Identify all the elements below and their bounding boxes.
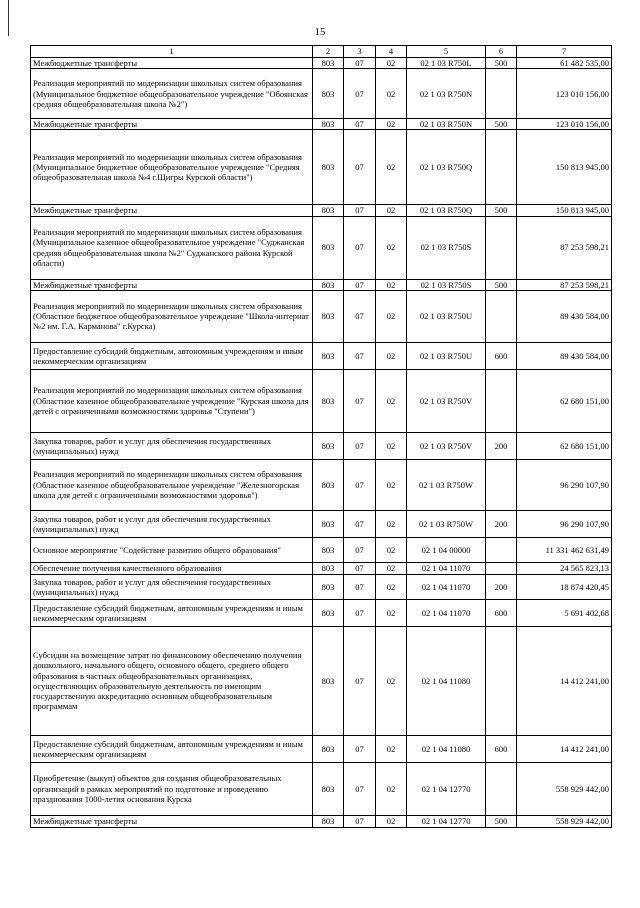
row-description: Реализация мероприятий по модернизации школьных систем образования (Муниципальное бюджетное общеобразовательное учреждение "Обоянская средняя общеобразовательная школа №2") [31, 69, 313, 119]
subsection-code: 02 [376, 762, 407, 815]
section-code: 07 [344, 130, 376, 205]
row-description: Основное мероприятие "Содействие развитию общего образования" [31, 537, 313, 562]
amount-value: 150 813 945,00 [517, 205, 612, 216]
subsection-code: 02 [376, 459, 407, 510]
ministry-code: 803 [313, 58, 344, 69]
budget-table [30, 45, 612, 828]
row-description: Закупка товаров, работ и услуг для обеспечения государственных (муниципальных) нужд [31, 432, 313, 459]
expense-type-code [486, 69, 517, 119]
ministry-code: 803 [313, 369, 344, 432]
amount-value: 89 430 584,00 [517, 342, 612, 369]
row-description: Межбюджетные трансферты [31, 205, 313, 216]
table-row [31, 130, 612, 205]
amount-value: 123 010 156,00 [517, 69, 612, 119]
subsection-code: 02 [376, 342, 407, 369]
subsection-code: 02 [376, 815, 407, 827]
subsection-code: 02 [376, 58, 407, 69]
row-description: Межбюджетные трансферты [31, 279, 313, 290]
target-article-code: 02 1 03 R750Q [407, 130, 486, 205]
subsection-code: 02 [376, 119, 407, 130]
expense-type-code [486, 290, 517, 342]
expense-type-code: 600 [486, 735, 517, 762]
ministry-code: 803 [313, 205, 344, 216]
expense-type-code: 600 [486, 342, 517, 369]
target-article-code: 02 1 04 11070 [407, 599, 486, 626]
table-row [31, 537, 612, 562]
row-description: Реализация мероприятий по модернизации школьных систем образования (Областное бюджетное общеобразовательное учреждение "Школа-интернат №2 им. Г.А. Карманова" г.Курска) [31, 290, 313, 342]
amount-value: 96 290 107,90 [517, 510, 612, 537]
section-code: 07 [344, 432, 376, 459]
ministry-code: 803 [313, 599, 344, 626]
expense-type-code: 500 [486, 205, 517, 216]
subsection-code: 02 [376, 290, 407, 342]
amount-value: 87 253 598,21 [517, 279, 612, 290]
subsection-code: 02 [376, 432, 407, 459]
table-row [31, 735, 612, 762]
section-code: 07 [344, 205, 376, 216]
amount-value: 150 813 945,00 [517, 130, 612, 205]
table-row [31, 626, 612, 735]
section-code: 07 [344, 279, 376, 290]
target-article-code: 02 1 04 11080 [407, 735, 486, 762]
section-code: 07 [344, 459, 376, 510]
expense-type-code: 500 [486, 119, 517, 130]
subsection-code: 02 [376, 562, 407, 574]
subsection-code: 02 [376, 735, 407, 762]
subsection-code: 02 [376, 537, 407, 562]
section-code: 07 [344, 815, 376, 827]
target-article-code: 02 1 04 12770 [407, 815, 486, 827]
amount-value: 14 412 241,00 [517, 626, 612, 735]
amount-value: 558 929 442,00 [517, 815, 612, 827]
section-code: 07 [344, 537, 376, 562]
row-description: Предоставление субсидий бюджетным, автономным учреждениям и иным некоммерческим организациям [31, 735, 313, 762]
row-description: Закупка товаров, работ и услуг для обеспечения государственных (муниципальных) нужд [31, 574, 313, 599]
amount-value: 18 874 420,45 [517, 574, 612, 599]
ministry-code: 803 [313, 279, 344, 290]
target-article-code: 02 1 03 R750W [407, 459, 486, 510]
row-description: Предоставление субсидий бюджетным, автономным учреждениям и иным некоммерческим организациям [31, 342, 313, 369]
ministry-code: 803 [313, 510, 344, 537]
ministry-code: 803 [313, 119, 344, 130]
amount-value: 87 253 598,21 [517, 216, 612, 279]
table-row [31, 69, 612, 119]
target-article-code: 02 1 03 R750N [407, 69, 486, 119]
section-code: 07 [344, 626, 376, 735]
table-row [31, 216, 612, 279]
section-code: 07 [344, 216, 376, 279]
table-row [31, 119, 612, 130]
section-code: 07 [344, 119, 376, 130]
section-code: 07 [344, 510, 376, 537]
section-code: 07 [344, 599, 376, 626]
table-row [31, 459, 612, 510]
column-header: 6 [486, 46, 517, 58]
row-description: Закупка товаров, работ и услуг для обеспечения государственных (муниципальных) нужд [31, 510, 313, 537]
table-row [31, 205, 612, 216]
expense-type-code [486, 369, 517, 432]
row-description: Реализация мероприятий по модернизации школьных систем образования (Муниципальное казенное общеобразовательное учреждение "Суджанская средняя общеобразовательная школа №2" Суджанского района Курской области) [31, 216, 313, 279]
section-code: 07 [344, 562, 376, 574]
amount-value: 14 412 241,00 [517, 735, 612, 762]
ministry-code: 803 [313, 216, 344, 279]
page-number: 15 [314, 26, 326, 38]
column-header: 1 [31, 46, 313, 58]
subsection-code: 02 [376, 369, 407, 432]
table-row [31, 510, 612, 537]
target-article-code: 02 1 03 R750Q [407, 205, 486, 216]
expense-type-code: 500 [486, 58, 517, 69]
ministry-code: 803 [313, 562, 344, 574]
table-row [31, 290, 612, 342]
header-row [31, 46, 612, 58]
target-article-code: 02 1 03 R750V [407, 369, 486, 432]
target-article-code: 02 1 04 11070 [407, 562, 486, 574]
subsection-code: 02 [376, 574, 407, 599]
row-description: Обеспечение получения качественного образования [31, 562, 313, 574]
ministry-code: 803 [313, 815, 344, 827]
row-description: Субсидии на возмещение затрат по финансовому обеспечению получения дошкольного, начального общего, основного общего, среднего общего образования в частных общеобразовательных организациях, осуществляющих образовательную деятельность по имеющим государственную аккредитацию основным общеобразовательным программам [31, 626, 313, 735]
expense-type-code [486, 626, 517, 735]
subsection-code: 02 [376, 216, 407, 279]
row-description: Предоставление субсидий бюджетным, автономным учреждениям и иным некоммерческим организациям [31, 599, 313, 626]
section-code: 07 [344, 574, 376, 599]
amount-value: 24 565 823,13 [517, 562, 612, 574]
expense-type-code: 200 [486, 574, 517, 599]
section-code: 07 [344, 735, 376, 762]
subsection-code: 02 [376, 279, 407, 290]
column-header: 2 [313, 46, 344, 58]
ministry-code: 803 [313, 290, 344, 342]
amount-value: 558 929 442,00 [517, 762, 612, 815]
column-header: 7 [517, 46, 612, 58]
expense-type-code [486, 762, 517, 815]
ministry-code: 803 [313, 69, 344, 119]
table-row [31, 574, 612, 599]
ministry-code: 803 [313, 537, 344, 562]
target-article-code: 02 1 03 R750L [407, 58, 486, 69]
ministry-code: 803 [313, 130, 344, 205]
row-description: Реализация мероприятий по модернизации школьных систем образования (Муниципальное бюджетное общеобразовательное учреждение "Средняя общеобразовательная школа №4 г.Щигры Курской области") [31, 130, 313, 205]
table-row [31, 762, 612, 815]
amount-value: 61 482 535,00 [517, 58, 612, 69]
expense-type-code [486, 130, 517, 205]
table-row [31, 342, 612, 369]
column-header: 4 [376, 46, 407, 58]
expense-type-code [486, 216, 517, 279]
target-article-code: 02 1 04 12770 [407, 762, 486, 815]
ministry-code: 803 [313, 574, 344, 599]
target-article-code: 02 1 03 R750W [407, 510, 486, 537]
target-article-code: 02 1 04 00000 [407, 537, 486, 562]
table-row [31, 369, 612, 432]
section-code: 07 [344, 58, 376, 69]
target-article-code: 02 1 04 11070 [407, 574, 486, 599]
section-code: 07 [344, 369, 376, 432]
table-row [31, 562, 612, 574]
table-row [31, 279, 612, 290]
subsection-code: 02 [376, 626, 407, 735]
ministry-code: 803 [313, 432, 344, 459]
ministry-code: 803 [313, 762, 344, 815]
expense-type-code: 500 [486, 815, 517, 827]
target-article-code: 02 1 03 R750U [407, 342, 486, 369]
expense-type-code: 200 [486, 432, 517, 459]
row-description: Межбюджетные трансферты [31, 815, 313, 827]
row-description: Приобретение (выкуп) объектов для создания общеобразовательных организаций в рамках мероприятий по подготовке и проведению празднования 1000-летия основания Курска [31, 762, 313, 815]
section-code: 07 [344, 762, 376, 815]
column-header: 5 [407, 46, 486, 58]
expense-type-code: 600 [486, 599, 517, 626]
subsection-code: 02 [376, 130, 407, 205]
amount-value: 96 290 107,90 [517, 459, 612, 510]
target-article-code: 02 1 03 R750V [407, 432, 486, 459]
ministry-code: 803 [313, 459, 344, 510]
section-code: 07 [344, 69, 376, 119]
amount-value: 11 331 462 631,49 [517, 537, 612, 562]
subsection-code: 02 [376, 510, 407, 537]
table-row [31, 58, 612, 69]
table-row [31, 599, 612, 626]
row-description: Межбюджетные трансферты [31, 58, 313, 69]
target-article-code: 02 1 03 R750S [407, 216, 486, 279]
section-code: 07 [344, 290, 376, 342]
target-article-code: 02 1 03 R750N [407, 119, 486, 130]
expense-type-code [486, 459, 517, 510]
ministry-code: 803 [313, 342, 344, 369]
amount-value: 62 680 151,00 [517, 369, 612, 432]
target-article-code: 02 1 04 11080 [407, 626, 486, 735]
row-description: Реализация мероприятий по модернизации школьных систем образования (Областное казенное общеобразовательное учреждение "Железногорская школа для детей с ограниченными возможностями здоровья") [31, 459, 313, 510]
expense-type-code [486, 537, 517, 562]
subsection-code: 02 [376, 599, 407, 626]
row-description: Межбюджетные трансферты [31, 119, 313, 130]
amount-value: 89 430 584,00 [517, 290, 612, 342]
subsection-code: 02 [376, 205, 407, 216]
row-description: Реализация мероприятий по модернизации школьных систем образования (Областное казенное общеобразовательное учреждение "Курская школа для детей с ограниченными возможностями здоровья "Ступени") [31, 369, 313, 432]
target-article-code: 02 1 03 R750S [407, 279, 486, 290]
amount-value: 5 691 402,68 [517, 599, 612, 626]
ministry-code: 803 [313, 626, 344, 735]
ministry-code: 803 [313, 735, 344, 762]
amount-value: 123 010 156,00 [517, 119, 612, 130]
column-header: 3 [344, 46, 376, 58]
section-code: 07 [344, 342, 376, 369]
subsection-code: 02 [376, 69, 407, 119]
expense-type-code: 200 [486, 510, 517, 537]
amount-value: 62 680 151,00 [517, 432, 612, 459]
table-row [31, 432, 612, 459]
table-row [31, 815, 612, 827]
expense-type-code [486, 562, 517, 574]
target-article-code: 02 1 03 R750U [407, 290, 486, 342]
expense-type-code: 500 [486, 279, 517, 290]
